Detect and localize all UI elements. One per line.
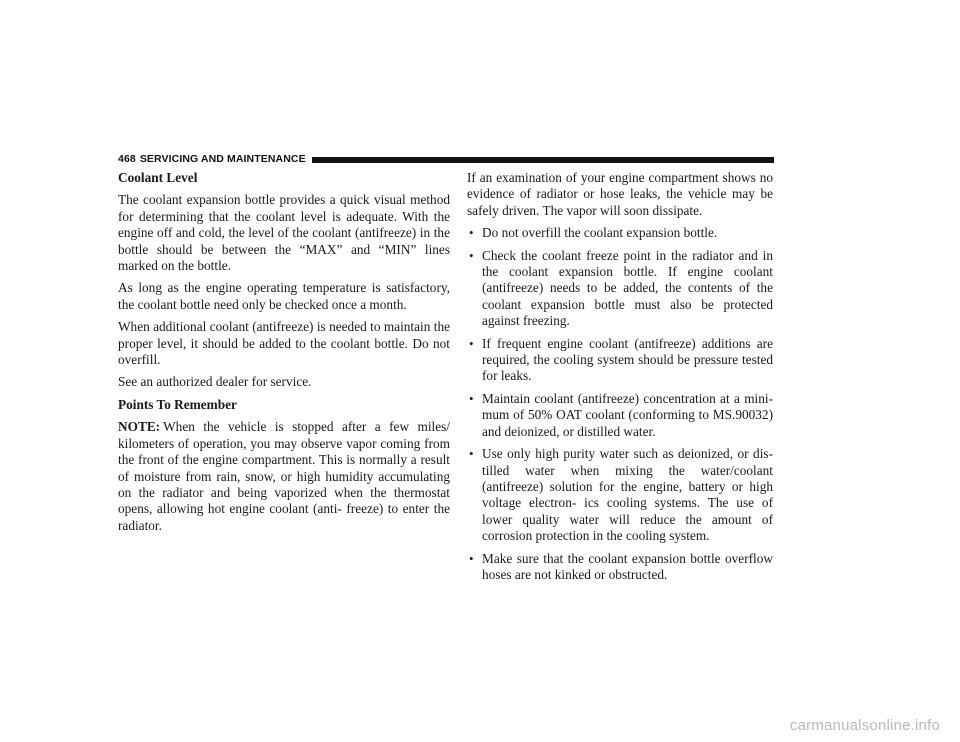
- bullet-icon: •: [469, 446, 474, 462]
- list-item-text: Check the coolant freeze point in the radiator and in the coolant expansion bottle. If engine coolant (antifreeze) needs to be added, the contents of the coolant expansion bottle must also be protected against freezing.: [482, 247, 773, 329]
- page-header: [118, 152, 774, 166]
- list-item: [467, 446, 773, 544]
- note-text: When the vehicle is stopped after a few miles/ kilometers of operation, you may observe vapor coming from the front of the engine compartment. This is normally a result of moisture from rain, snow, or high humidity accumulating on the radiator and being vaporized when the thermostat opens, allowing hot engine coolant (anti- freeze) to enter the radiator.: [118, 419, 450, 533]
- list-item-text: Do not overfill the coolant expansion bottle.: [482, 225, 718, 241]
- right-column: [467, 170, 773, 589]
- paragraph: When additional coolant (antifreeze) is needed to maintain the proper level, it should be added to the coolant bottle. Do not overfill.: [118, 319, 450, 368]
- paragraph: See an authorized dealer for service.: [118, 374, 312, 390]
- list-item-text: If frequent engine coolant (antifreeze) additions are required, the cooling system should be pressure tested for leaks.: [482, 335, 773, 384]
- section-title: SERVICING AND MAINTENANCE: [139, 153, 306, 165]
- footer-watermark: carmanualsonline.info: [789, 717, 940, 734]
- list-item: [467, 391, 773, 440]
- list-item-text: Use only high purity water such as deionized, or dis- tilled water when mixing the water/coolant (antifreeze) solution for the engine, battery or high voltage electron- ics cooling systems. The use of lower quality water will reduce the amount of corrosion protection in the cooling system.: [482, 446, 773, 544]
- bullet-icon: •: [469, 225, 474, 241]
- list-item-text: Make sure that the coolant expansion bottle overflow hoses are not kinked or obstructed.: [482, 550, 773, 582]
- paragraph: As long as the engine operating temperature is satisfactory, the coolant bottle need only be checked once a month.: [118, 280, 450, 312]
- list-item: [467, 551, 773, 584]
- list-item-text: Maintain coolant (antifreeze) concentration at a mini- mum of 50% OAT coolant (conforming to MS.90032) and deionized, or distilled water.: [482, 390, 773, 439]
- bullet-icon: •: [469, 390, 474, 406]
- page-number: 468: [118, 153, 136, 165]
- note-paragraph: [118, 419, 450, 534]
- header-rule: [312, 157, 774, 163]
- bullet-icon: •: [469, 247, 474, 263]
- paragraph: If an examination of your engine compartment shows no evidence of radiator or hose leaks, the vehicle may be safely driven. The vapor will soon dissipate.: [467, 170, 773, 218]
- bullet-icon: •: [469, 550, 474, 566]
- list-item: [467, 248, 773, 330]
- bullet-icon: •: [469, 335, 474, 351]
- coolant-level-heading: Coolant Level: [118, 170, 198, 185]
- list-item: [467, 336, 773, 385]
- bullet-list: [467, 225, 773, 583]
- note-label: NOTE:: [118, 419, 161, 435]
- list-item: [467, 225, 773, 241]
- left-column: [118, 170, 450, 540]
- points-to-remember-heading: Points To Remember: [118, 396, 237, 412]
- paragraph: The coolant expansion bottle provides a quick visual method for determining that the coolant level is adequate. With the engine off and cold, the level of the coolant (antifreeze) in the bottle should be between the “MAX” and “MIN” lines marked on the bottle.: [118, 192, 450, 274]
